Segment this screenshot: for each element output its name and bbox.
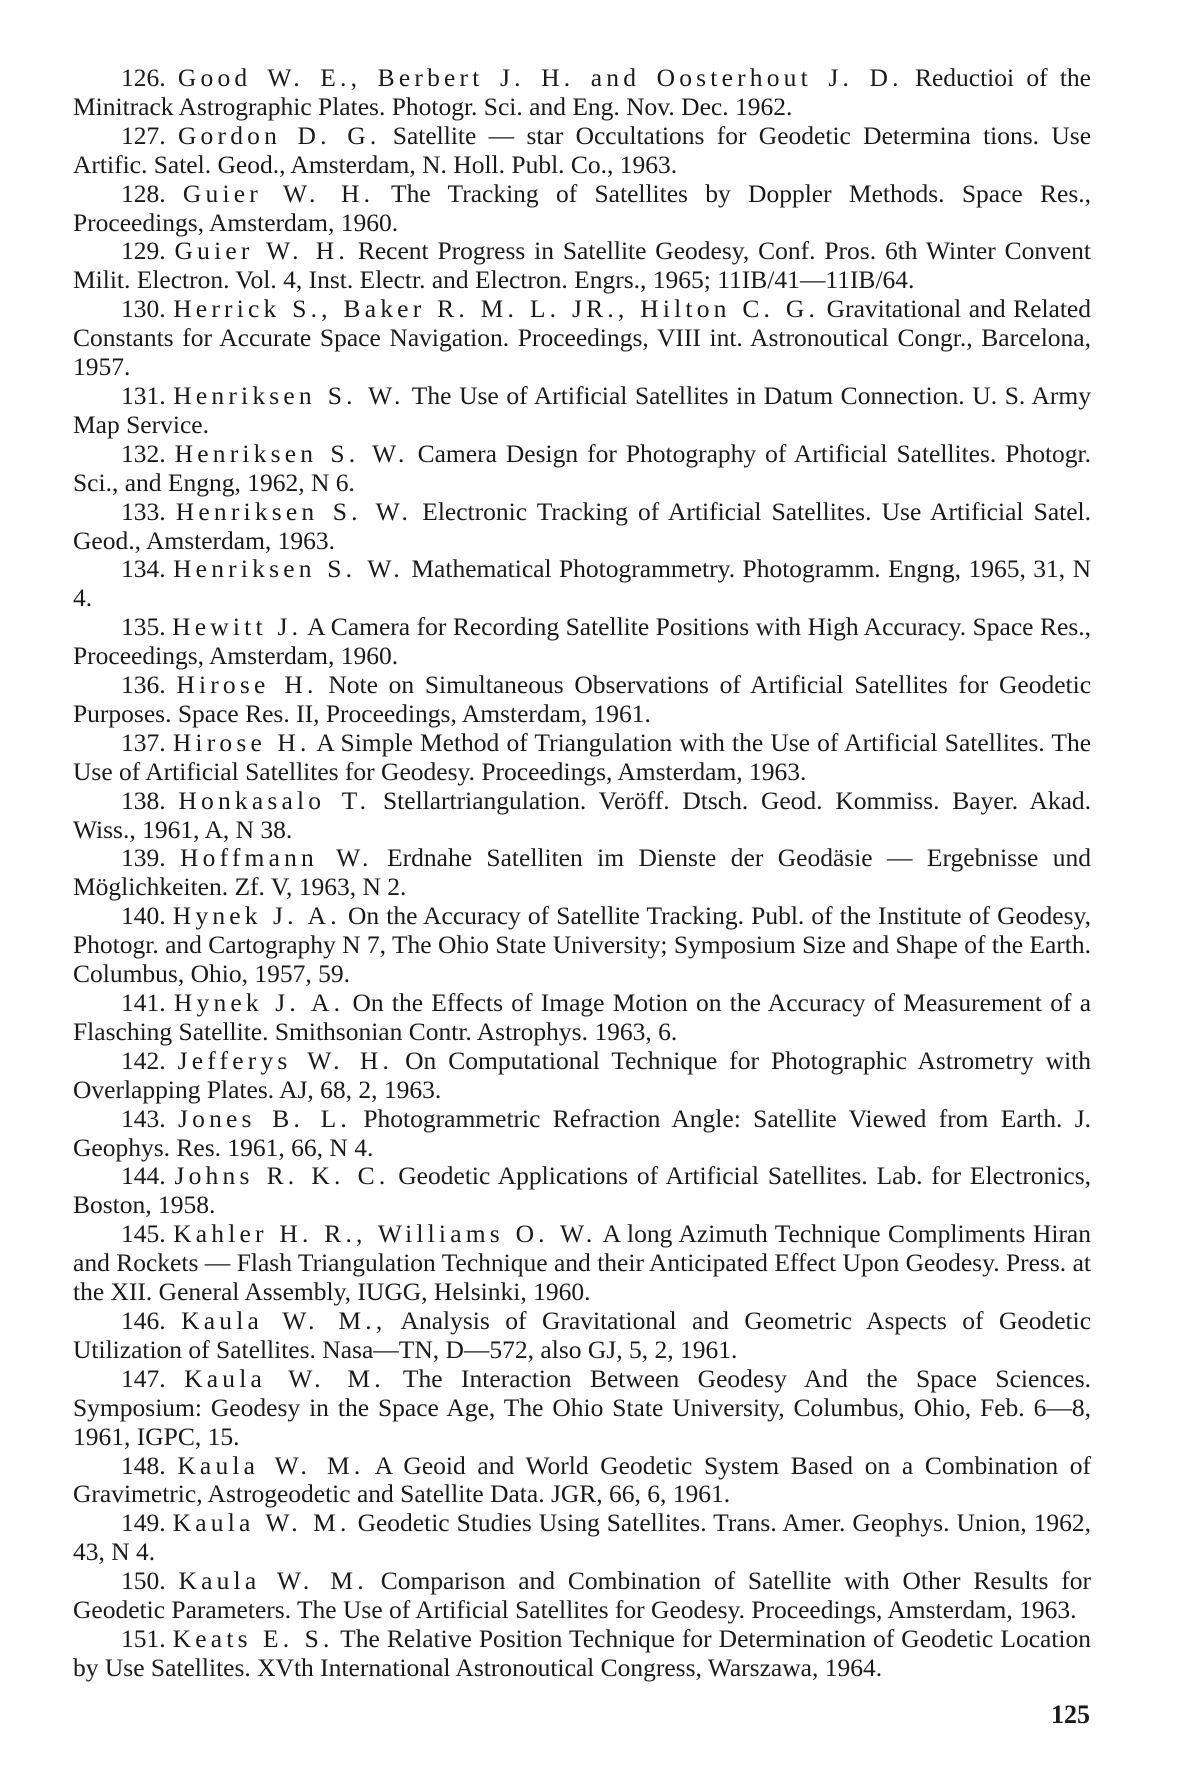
page-number: 125 <box>1051 1700 1090 1729</box>
reference-number: 136. <box>121 670 166 700</box>
reference-text: The Use of Artificial Satellites in Datum Connection. U. S. Army Map Service. <box>73 380 1092 439</box>
reference-text: A Simple Method of Triangulation with the Use of Artificial Satellites. The Use of Artificial Satellites for Geodesy. Proceedings, Amsterdam, 1963. <box>73 727 1092 786</box>
reference-number: 137. <box>121 727 166 757</box>
reference-text: Photogrammetric Refraction Angle: Satellite Viewed from Earth. J. Geophys. Res. 1961, 66, N 4. <box>73 1103 1092 1162</box>
reference-number: 140. <box>121 901 166 931</box>
reference-author: Jones B. L. <box>178 1103 351 1133</box>
reference-text: Comparison and Combination of Satellite with Other Results for Geodetic Parameters. The Use of Artificial Satellites for Geodesy. Proceedings, Amsterdam, 1963. <box>73 1566 1092 1625</box>
reference-author: Henriksen S. W. <box>175 496 413 526</box>
reference-author: Honkasalo T. <box>178 785 371 815</box>
reference-author: Kaula W. M. <box>178 1566 368 1596</box>
reference-text: On Computational Technique for Photographic Astrometry with Overlapping Plates. AJ, 68, 2, 1963. <box>73 1045 1091 1104</box>
reference-number: 129. <box>121 236 166 266</box>
reference-entry <box>73 1162 1091 1220</box>
reference-entry <box>73 64 1091 122</box>
reference-number: 143. <box>121 1103 166 1133</box>
reference-author: Good W. E., Berbert J. H. and Oosterhout J. D. <box>177 63 903 92</box>
reference-number: 141. <box>121 988 166 1017</box>
reference-text: On the Accuracy of Satellite Tracking. Publ. of the Institute of Geodesy, Photogr. and Cartography N 7, The Ohio State University; Symposium Size and Shape of the Earth. Columbus, Ohio, 1957, 59. <box>73 901 1092 989</box>
reference-author: Jefferys W. H. <box>177 1045 394 1075</box>
reference-author: Keats E. S. <box>172 1623 334 1653</box>
reference-entry <box>73 671 1091 729</box>
reference-number: 130. <box>121 294 166 324</box>
reference-number: 135. <box>121 612 166 642</box>
reference-number: 133. <box>121 496 166 526</box>
reference-entry <box>73 382 1091 440</box>
reference-text: Camera Design for Photography of Artificial Satellites. Photogr. Sci., and Engng, 1962, N 6. <box>73 438 1092 497</box>
reference-entry <box>73 122 1091 180</box>
reference-author: Henriksen S. W. <box>173 380 405 410</box>
reference-author: Guier W. H. <box>174 236 349 266</box>
reference-text: A Geoid and World Geodetic System Based on a Combination of Gravimetric, Astrogeodetic and Satellite Data. JGR, 66, 6, 1961. <box>73 1450 1092 1509</box>
reference-entry <box>73 237 1091 295</box>
reference-author: Henriksen S. W. <box>174 438 409 468</box>
reference-text: Erdnahe Satelliten im Dienste der Geodäsie — Ergebnisse und Möglichkeiten. Zf. V, 1963, N 2. <box>73 843 1092 902</box>
reference-text: Note on Simultaneous Observations of Artificial Satellites for Geodetic Purposes. Space Res. II, Proceedings, Amsterdam, 1961. <box>73 670 1092 728</box>
reference-author: Kahler H. R., Williams O. W. <box>173 1219 597 1249</box>
reference-number: 151. <box>121 1623 166 1653</box>
reference-author: Kaula W. M., <box>181 1305 387 1335</box>
reference-entry <box>73 1567 1091 1625</box>
reference-number: 138. <box>121 785 166 815</box>
reference-text: The Interaction Between Geodesy And the Space Sciences. Symposium: Geodesy in the Space Age, The Ohio State University, Columbus, Ohio, Feb. 6—8, 1961, IGPC, 15. <box>73 1363 1092 1451</box>
reference-number: 132. <box>121 438 166 468</box>
reference-entry <box>73 989 1091 1047</box>
reference-author: Kaula W. M. <box>172 1508 351 1538</box>
reference-text: Mathematical Photogrammetry. Photogramm. Engng, 1965, 31, N 4. <box>73 554 1092 613</box>
reference-number: 146. <box>121 1305 166 1335</box>
reference-text: On the Effects of Image Motion on the Accuracy of Measurement of a Flasching Satellite. Smithsonian Contr. Astrophys. 1963, 6. <box>73 988 1092 1046</box>
reference-entry <box>73 613 1091 671</box>
reference-entry <box>73 844 1091 902</box>
reference-author: Kaula W. M. <box>184 1363 385 1393</box>
reference-number: 144. <box>121 1161 166 1191</box>
reference-entry <box>73 180 1091 238</box>
reference-entry <box>73 1307 1091 1365</box>
reference-author: Kaula W. M. <box>177 1450 365 1480</box>
reference-entry <box>73 1509 1091 1567</box>
reference-number: 128. <box>121 178 166 208</box>
bibliography-list <box>73 64 1091 1683</box>
reference-entry <box>73 1220 1091 1307</box>
reference-number: 134. <box>121 554 166 584</box>
reference-number: 126. <box>121 63 166 92</box>
reference-number: 150. <box>121 1566 166 1596</box>
reference-entry <box>73 1047 1091 1105</box>
reference-text: Gravitational and Related Constants for Accurate Space Navigation. Proceedings, VIII int. Astronoutical Congr., Barcelona, 1957. <box>73 294 1092 382</box>
reference-text: Reductioi of the Minitrack Astrographic Plates. Photogr. Sci. and Eng. Nov. Dec. 1962. <box>73 63 1091 121</box>
reference-author: Hirose H. <box>176 670 318 700</box>
reference-number: 148. <box>121 1450 166 1480</box>
reference-number: 131. <box>121 380 166 410</box>
reference-author: Herrick S., Baker R. M. L. JR., Hilton C. G. <box>173 294 820 324</box>
reference-text: A Camera for Recording Satellite Positions with High Accuracy. Space Res., Proceedings, Amsterdam, 1960. <box>73 612 1091 671</box>
reference-number: 142. <box>121 1045 166 1075</box>
reference-entry <box>73 555 1091 613</box>
reference-author: Hewitt J. <box>172 612 303 642</box>
reference-entry <box>73 729 1091 787</box>
reference-author: Gordon D. G. <box>177 120 381 150</box>
reference-author: Henriksen S. W. <box>173 554 404 584</box>
reference-number: 139. <box>121 843 166 873</box>
reference-text: Stellartriangulation. Veröff. Dtsch. Geod. Kommiss. Bayer. Akad. Wiss., 1961, A, N 38. <box>73 785 1092 844</box>
reference-entry <box>73 440 1091 498</box>
reference-entry <box>73 1625 1091 1683</box>
reference-number: 147. <box>121 1363 166 1393</box>
reference-entry <box>73 787 1091 845</box>
reference-text: The Tracking of Satellites by Doppler Methods. Space Res., Proceedings, Amsterdam, 1960. <box>73 178 1092 237</box>
reference-author: Hynek J. A. <box>173 988 345 1017</box>
reference-text: A long Azimuth Technique Compliments Hiran and Rockets — Flash Triangulation Technique and their Anticipated Effect Upon Geodesy. Press. at the XII. General Assembly, IUGG, Helsinki, 1960. <box>73 1219 1092 1307</box>
reference-number: 127. <box>121 120 166 150</box>
reference-text: Satellite — star Occultations for Geodetic Determina tions. Use Artific. Satel. Geod., Amsterdam, N. Holl. Publ. Co., 1963. <box>73 120 1092 179</box>
reference-text: Recent Progress in Satellite Geodesy, Conf. Pros. 6th Winter Convent Milit. Electron. Vol. 4, Inst. Electr. and Electron. Engrs., 1965; 11IB/41—11IB/64. <box>73 236 1091 295</box>
reference-entry <box>73 1365 1091 1452</box>
reference-text: Analysis of Gravitational and Geometric Aspects of Geodetic Utilization of Satellites. Nasa—TN, D—572, also GJ, 5, 2, 1961. <box>73 1305 1092 1364</box>
reference-entry <box>73 1105 1091 1163</box>
reference-entry <box>73 1452 1091 1510</box>
reference-text: Electronic Tracking of Artificial Satellites. Use Artificial Satel. Geod., Amsterdam, 1963. <box>73 496 1092 555</box>
reference-author: Hirose H. <box>172 727 311 757</box>
reference-text: Geodetic Studies Using Satellites. Trans. Amer. Geophys. Union, 1962, 43, N 4. <box>73 1508 1092 1567</box>
reference-number: 145. <box>121 1219 166 1249</box>
reference-number: 149. <box>121 1508 166 1538</box>
reference-entry <box>73 902 1091 989</box>
reference-author: Guier W. H. <box>182 178 375 208</box>
reference-text: Geodetic Applications of Artificial Satellites. Lab. for Electronics, Boston, 1958. <box>73 1161 1092 1220</box>
reference-author: Hoffmann W. <box>180 843 373 873</box>
reference-author: Johns R. K. C. <box>174 1161 390 1191</box>
reference-author: Hynek J. A. <box>172 901 341 931</box>
reference-entry <box>73 498 1091 556</box>
reference-text: The Relative Position Technique for Determination of Geodetic Location by Use Satellites. XVth International Astronoutical Congress, Warszawa, 1964. <box>73 1623 1091 1682</box>
reference-entry <box>73 295 1091 382</box>
